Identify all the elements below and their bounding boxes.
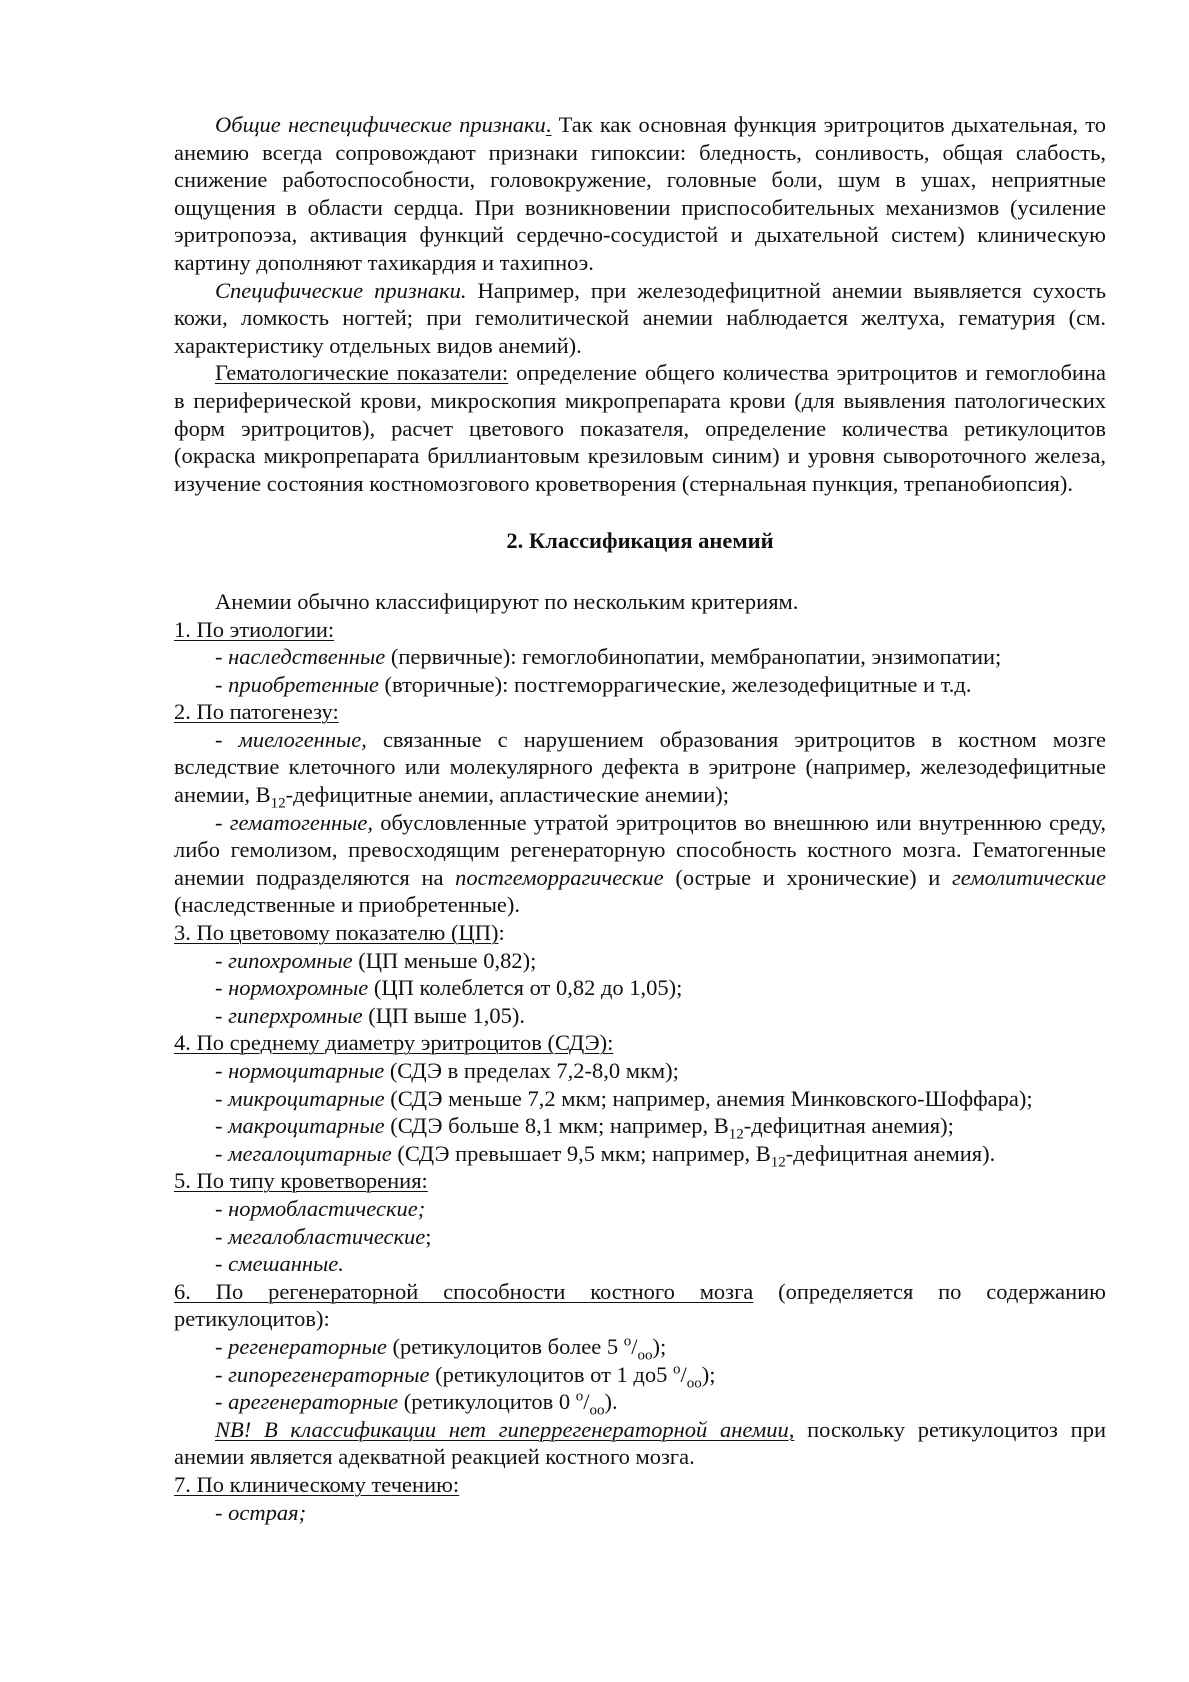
paragraph-text: Например, при железодефицитной анемии выявляется сухость кожи, ломкость ногтей; при гемолитической анемии наблюдается желтуха, гематурия (см. характеристику отдельных видов анемий). [174,277,1107,358]
list-item-term: гипорегенераторные [228,1361,430,1387]
subscript: 12 [728,1126,744,1143]
list-item-term: миелогенные, [238,726,367,752]
list-item-term: гипохромные [228,947,353,973]
list-item: - арегенераторные (ретикулоцитов 0 $^о/_{оо}$). [215,1388,618,1419]
list-item: - гипохромные (ЦП меньше 0,82); [215,947,537,973]
list-item: - макроцитарные (СДЭ больше 8,1 мкм; например, $В_{12}$-дефицитная анемия); [215,1113,954,1143]
list-item: - миелогенные, связанные с нарушением образования эритроцитов в костном мозге вследствие клеточного или молекулярного дефекта в эритроне (например, железодефицитные анемии, $В_{12}$-дефицитные анемии, апластические анемии); [174,726,1106,812]
criterion-hematopoiesis-title: 5. По типу кроветворения: [174,1168,428,1194]
list-item-term: гемолитические [952,864,1107,890]
list-item: - острая; [215,1499,307,1525]
criterion-regeneration-title: 6. По регенераторной способности костного мозга (определяется по содержанию ретикулоцитов): [174,1278,1106,1332]
list-item-term: острая; [228,1499,307,1525]
list-item-term: постгеморрагические [455,864,664,890]
subscript: 12 [770,1154,786,1171]
list-item-term: мегалоцитарные [228,1140,392,1166]
nota-bene-note: NB! В классификации нет гиперрегенераторной анемии, поскольку ретикулоцитоз при анемии является адекватной реакцией костного мозга. [174,1416,1107,1470]
list-item-term: регенераторные [228,1333,387,1359]
section-heading: 2. Классификация анемий [506,528,774,554]
list-item: - гиперхромные (ЦП выше 1,05). [215,1002,525,1028]
list-item: - смешанные. [215,1251,344,1277]
list-item: - нормохромные (ЦП колеблется от 0,82 до 1,05); [215,975,683,1001]
term-specific-signs: Специфические признаки. [215,277,467,303]
page-content [174,111,1106,1526]
list-item: - мегалобластические; [215,1223,432,1249]
list-item: - нормоцитарные (СДЭ в пределах 7,2-8,0 мкм); [215,1058,679,1083]
list-item-term: смешанные. [228,1251,344,1277]
list-item: - микроцитарные (СДЭ меньше 7,2 мкм; например, анемия Минковского-Шоффара); [215,1085,1033,1111]
criterion-diameter-title: 4. По среднему диаметру эритроцитов (СДЭ): [174,1030,614,1056]
term-hematologic-indicators: Гематологические показатели: [215,360,509,386]
list-item-term: макроцитарные [228,1113,385,1139]
list-item-term: микроцитарные [228,1085,385,1111]
subscript: 12 [270,795,286,812]
list-item-term: приобретенные [228,671,379,697]
criterion-clinical-course-title: 7. По клиническому течению: [174,1471,460,1497]
term-general-signs: Общие неспецифические признаки [215,112,546,137]
list-item-term: мегалобластические [228,1223,426,1249]
paragraph-hematologic-indicators [174,359,1106,497]
criterion-pathogenesis-title: 2. По патогенезу: [174,699,339,725]
section-lead: Анемии обычно классифицируют по нескольким критериям. [215,588,799,614]
paragraph-general-signs [174,111,1106,277]
list-item: - регенераторные (ретикулоцитов более 5 $^о/_{оо}$); [215,1333,667,1364]
paragraph-specific-signs [174,277,1106,360]
paragraph-text: Так как основная функция эритроцитов дыхательная, то анемию всегда сопровождают признаки гипоксии: бледность, сонливость, общая слабость, снижение работоспособности, головокружение, головные боли, шум в ушах, неприятные ощущения в области сердца. При возникновении приспособительных механизмов (усиление эритропоэза, активация функций сердечно-сосудистой и дыхательной систем) клиническую картину дополняют тахикардия и тахипноэ. [174,112,1106,275]
list-item-term: арегенераторные [228,1389,399,1415]
criterion-color-index-title: 3. По цветовому показателю (ЦП): [174,920,505,946]
list-item: - приобретенные (вторичные): постгеморрагические, железодефицитные и т.д. [215,671,972,697]
list-item: - наследственные (первичные): гемоглобинопатии, мембранопатии, энзимопатии; [215,644,1002,670]
list-item: - мегалоцитарные (СДЭ превышает 9,5 мкм; например, $В_{12}$-дефицитная анемия). [215,1140,996,1171]
list-item: - гипорегенераторные (ретикулоцитов от 1 до5 $^о/_{оо}$); [215,1361,716,1392]
list-item-term: нормохромные [228,975,369,1001]
nota-bene-term: NB! В классификации нет гиперрегенераторной анемии, [215,1416,795,1442]
list-item-term: гематогенные, [229,809,374,835]
list-item-term: нормоцитарные [228,1058,385,1083]
term-general-signs-tail: . [545,112,552,137]
list-item: - гематогенные, обусловленные утратой эритроцитов во внешнюю или внутреннюю среду, либо гемолизом, превосходящим регенераторную способность костного мозга. Гематогенные анемии подразделяются на постгеморрагические (острые и хронические) и гемолитические (наследственные и приобретенные). [174,809,1107,918]
criterion-etiology-title: 1. По этиологии: [174,616,335,642]
list-item-term: наследственные [228,644,386,670]
list-item-term: нормобластические; [228,1195,426,1221]
list-item-term: гиперхромные [228,1002,363,1028]
list-item: - нормобластические; [215,1195,426,1221]
paragraph-text: определение общего количества эритроцитов и гемоглобина в периферической крови, микроскопия микропрепарата крови (для выявления патологических форм эритроцитов), расчет цветового показателя, определение количества ретикулоцитов (окраска микропрепарата бриллиантовым крезиловым синим) и уровня сывороточного железа, изучение состояния костномозгового кроветворения (стернальная пункция, трепанобиопсия). [174,360,1106,496]
